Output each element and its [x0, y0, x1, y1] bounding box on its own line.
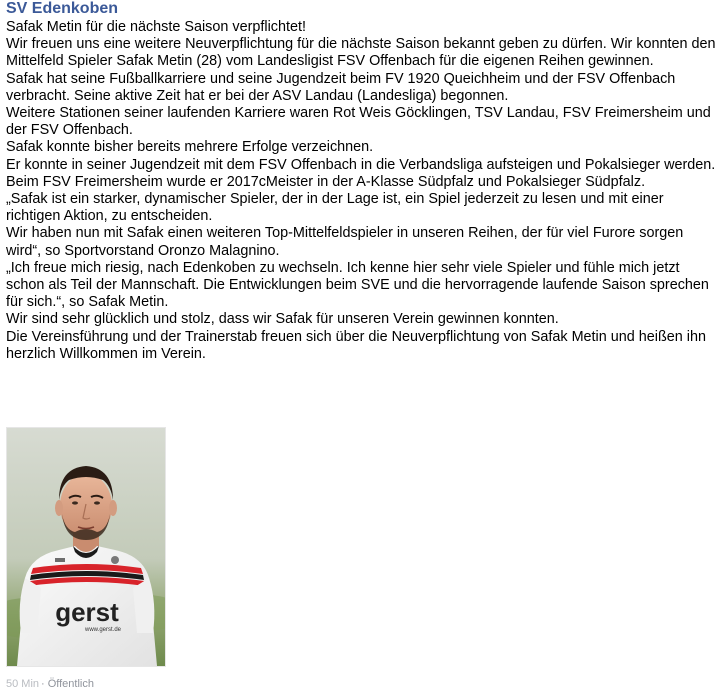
post-paragraph: Wir haben nun mit Safak einen weiteren Top-Mittelfeldspieler in unseren Reihen, der für viel Furore sorgen wird“, so Sportvorstand Oronzo Malagnino.	[6, 225, 684, 259]
player-photo[interactable]	[6, 427, 166, 667]
post-paragraph: Safak Metin für die nächste Saison verpflichtet!	[6, 19, 306, 35]
post-paragraph: „Safak ist ein starker, dynamischer Spieler, der in der Lage ist, ein Spiel jederzeit zu lesen und mit einer richtigen Aktion, zu entscheiden.	[6, 191, 664, 225]
post-paragraph: Weitere Stationen seiner laufenden Karriere waren Rot Weis Göcklingen, TSV Landau, FSV Freimersheim und der FSV Offenbach.	[6, 105, 711, 139]
post-author-title[interactable]: SV Edenkoben	[6, 0, 119, 17]
post-paragraph: Die Vereinsführung und der Trainerstab freuen sich über die Neuverpflichtung von Safak Metin und heißen ihn herzlich Willkommen im Verein.	[6, 328, 706, 362]
post-paragraph: Wir sind sehr glücklich und stolz, dass wir Safak für unseren Verein gewinnen konnten.	[6, 311, 559, 328]
post-timestamp[interactable]: 50 Min	[6, 678, 40, 690]
post-body	[6, 19, 718, 363]
post-paragraph: Safak hat seine Fußballkarriere und seine Jugendzeit beim FV 1920 Queichheim und der FSV Offenbach verbracht. Seine aktive Zeit hat er bei der ASV Landau (Landesliga) begonnen.	[6, 70, 676, 104]
post-paragraph: Safak konnte bisher bereits mehrere Erfolge verzeichnen.	[6, 139, 374, 156]
post-footer	[6, 678, 94, 691]
player-photo-image	[7, 428, 165, 666]
post-paragraph: Er konnte in seiner Jugendzeit mit dem FSV Offenbach in die Verbandsliga aufsteigen und Pokalsieger werden. Beim FSV Freimersheim wurde er 2017cMeister in der A-Klasse Südpfalz und Pokalsieger Südpfalz.	[6, 156, 716, 190]
post-paragraph: „Ich freue mich riesig, nach Edenkoben zu wechseln. Ich kenne hier sehr viele Spieler und fühle mich jetzt schon als Teil der Mannschaft. Die Entwicklungen beim SVE und die hervorragende laufende Saison sprechen für sich.“, so Safak Metin.	[6, 259, 709, 311]
footer-separator: ·	[41, 678, 45, 690]
post-paragraph: Wir freuen uns eine weitere Neuverpflichtung für die nächste Saison bekannt geben zu dürfen. Wir konnten den Mittelfeld Spieler Safak Metin (28) vom Landesligist FSV Offenbach für die eigenen Reihen gewinnen.	[6, 36, 716, 70]
audience-label[interactable]: Öffentlich	[47, 678, 94, 690]
shirt-sponsor-text: gerst	[55, 597, 119, 627]
shirt-sponsor-url: www.gerst.de	[84, 627, 122, 633]
